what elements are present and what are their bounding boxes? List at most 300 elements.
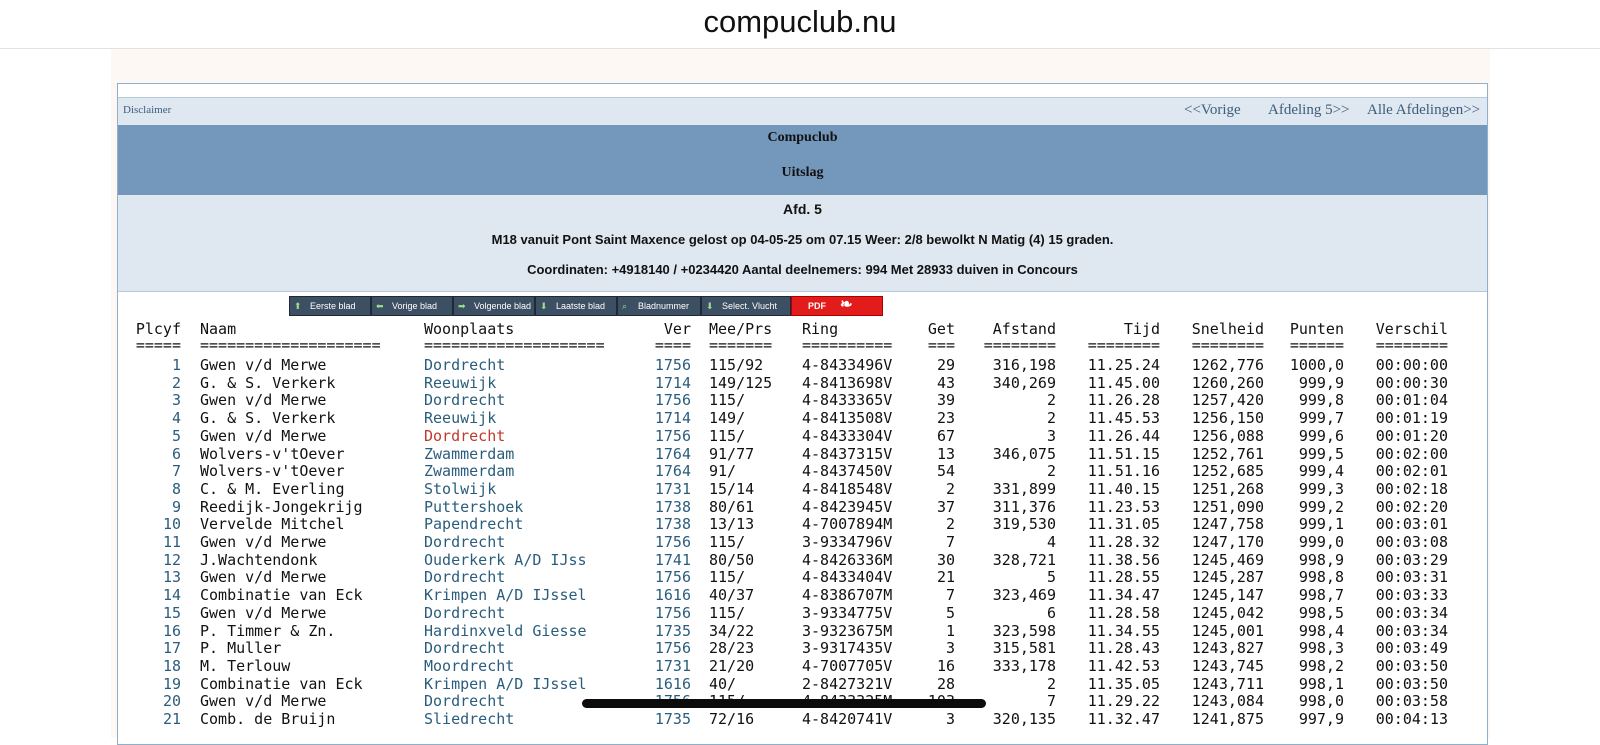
cell-tijd: 11.26.44 <box>1087 426 1160 445</box>
home-indicator <box>582 699 986 708</box>
cell-plcyf[interactable]: 1 <box>171 356 181 374</box>
cell-ver[interactable]: 1714 <box>654 373 691 392</box>
cell-woonplaats[interactable]: Dordrecht <box>424 391 506 410</box>
cell-ver[interactable]: 1764 <box>654 444 691 463</box>
cell-verschil: 00:04:13 <box>1375 710 1448 728</box>
cell-naam: Wolvers-v'tOever <box>200 462 345 481</box>
cell-snelheid: 1245,042 <box>1191 603 1264 622</box>
cell-plcyf[interactable]: 21 <box>162 710 181 728</box>
download-icon: ⬇ <box>706 301 714 311</box>
table-row <box>118 462 1487 480</box>
cell-ver[interactable]: 1616 <box>654 586 691 605</box>
cell-afstand: 2 <box>1046 409 1056 428</box>
cell-mee-prs: 91/77 <box>709 444 755 463</box>
cell-tijd: 11.45.00 <box>1087 373 1160 392</box>
cell-snelheid: Snelheid <box>1191 320 1264 338</box>
cell-naam: C. & M. Everling <box>200 479 345 498</box>
cell-punten: Punten <box>1289 320 1344 338</box>
cell-punten: 998,5 <box>1298 603 1344 622</box>
cell-mee-prs: 115/ <box>709 603 746 622</box>
cell-naam: Combinatie van Eck <box>200 674 363 693</box>
vorige-blad-button[interactable] <box>371 296 453 316</box>
cell-punten: 999,7 <box>1298 409 1344 428</box>
table-row <box>118 675 1487 693</box>
cell-woonplaats: Woonplaats <box>424 320 515 338</box>
cell-tijd: 11.45.53 <box>1087 409 1160 428</box>
cell-afstand: 2 <box>1046 674 1056 693</box>
cell-verschil: 00:01:20 <box>1375 426 1448 445</box>
cell-plcyf[interactable]: 5 <box>171 426 181 445</box>
cell-naam: Gwen v/d Merwe <box>200 426 327 445</box>
acrobat-icon: ❧ <box>840 296 853 313</box>
cell-tijd: 11.34.55 <box>1087 621 1160 640</box>
cell-afstand: 2 <box>1046 391 1056 410</box>
cell-verschil: 00:03:50 <box>1375 656 1448 675</box>
cell-naam: Reedijk-Jongekrijg <box>200 497 363 516</box>
cell-tijd: 11.28.32 <box>1087 533 1160 551</box>
cell-tijd: 11.32.47 <box>1087 710 1160 728</box>
cell-verschil: 00:03:01 <box>1375 515 1448 534</box>
cell-naam: Gwen v/d Merwe <box>200 533 327 551</box>
cell-plcyf[interactable]: 15 <box>162 603 181 622</box>
cell-ring: 4-8437450V <box>802 462 893 481</box>
cell-get: 7 <box>945 533 955 551</box>
cell-get: 2 <box>945 515 955 534</box>
table-row <box>118 480 1487 498</box>
cell-mee-prs: 115/ <box>709 533 746 551</box>
cell-woonplaats[interactable]: Dordrecht <box>424 426 506 445</box>
cell-woonplaats[interactable]: Krimpen A/D IJssel <box>424 586 587 605</box>
cell-get: 54 <box>936 462 955 481</box>
cell-ver[interactable]: 1756 <box>654 639 691 658</box>
table-row <box>118 515 1487 533</box>
right-arrow-icon: ➡ <box>458 301 466 311</box>
up-arrow-icon: ⬆ <box>294 301 302 311</box>
table-separator <box>118 336 1487 354</box>
cell-snelheid: 1243,084 <box>1191 692 1264 711</box>
cell-snelheid: ======== <box>1191 336 1264 354</box>
cell-mee-prs: 13/13 <box>709 515 755 534</box>
cell-verschil: ======== <box>1375 336 1448 354</box>
cell-ring: 4-8413508V <box>802 409 893 428</box>
cell-mee-prs: 40/37 <box>709 586 755 605</box>
cell-plcyf[interactable]: 18 <box>162 656 181 675</box>
cell-afstand: 7 <box>1046 692 1056 711</box>
table-row <box>118 374 1487 392</box>
cell-ring: 4-8433304V <box>802 426 893 445</box>
cell-punten: 998,8 <box>1298 568 1344 587</box>
table-row <box>118 639 1487 657</box>
cell-punten: 999,4 <box>1298 462 1344 481</box>
cell-verschil: 00:03:33 <box>1375 586 1448 605</box>
cell-punten: 998,3 <box>1298 639 1344 658</box>
cell-snelheid: 1245,147 <box>1191 586 1264 605</box>
cell-woonplaats[interactable]: Dordrecht <box>424 639 506 658</box>
cell-naam: Comb. de Bruijn <box>200 710 336 728</box>
afdeling-link[interactable]: Afdeling 5>> <box>1268 102 1350 118</box>
table-row <box>118 604 1487 622</box>
cell-verschil: 00:00:00 <box>1375 356 1448 374</box>
table-row <box>118 533 1487 551</box>
cell-woonplaats[interactable]: Hardinxveld Giesse <box>424 621 587 640</box>
cell-punten: 999,0 <box>1298 533 1344 551</box>
cell-ver[interactable]: 1616 <box>654 674 691 693</box>
cell-woonplaats[interactable]: Dordrecht <box>424 356 506 374</box>
banner <box>118 125 1487 195</box>
cell-woonplaats[interactable]: Reeuwijk <box>424 409 497 428</box>
cell-ring: 4-8413698V <box>802 373 893 392</box>
cell-tijd: 11.40.15 <box>1087 479 1160 498</box>
cell-mee-prs: 91/ <box>709 462 737 481</box>
cell-snelheid: 1251,268 <box>1191 479 1264 498</box>
cell-mee-prs: 15/14 <box>709 479 755 498</box>
cell-punten: 998,2 <box>1298 656 1344 675</box>
cell-naam: Wolvers-v'tOever <box>200 444 345 463</box>
bladnummer-button[interactable] <box>617 296 701 316</box>
cell-mee-prs: Mee/Prs <box>709 320 773 338</box>
cell-ring: 4-8433365V <box>802 391 893 410</box>
cell-snelheid: 1262,776 <box>1191 356 1264 374</box>
cell-ver: Ver <box>663 320 691 338</box>
cell-snelheid: 1245,469 <box>1191 550 1264 569</box>
cell-naam: Combinatie van Eck <box>200 586 363 605</box>
cell-verschil: 00:03:08 <box>1375 533 1448 551</box>
cell-get: 23 <box>936 409 955 428</box>
cell-plcyf: Plcyf <box>135 320 181 338</box>
cell-ring: 4-8437315V <box>802 444 893 463</box>
eerste-blad-button[interactable] <box>289 296 371 316</box>
cell-woonplaats[interactable]: Zwammerdam <box>424 444 515 463</box>
cell-tijd: 11.31.05 <box>1087 515 1160 534</box>
cell-verschil: 00:03:49 <box>1375 639 1448 658</box>
browser-address-bar <box>0 0 1600 49</box>
cell-verschil: 00:03:31 <box>1375 568 1448 587</box>
cell-ver[interactable]: 1756 <box>654 391 691 410</box>
cell-ver[interactable]: 1764 <box>654 462 691 481</box>
cell-verschil: 00:03:34 <box>1375 603 1448 622</box>
table-row <box>118 551 1487 569</box>
cell-woonplaats[interactable]: Moordrecht <box>424 656 515 675</box>
cell-ring: 3-9334796V <box>802 533 893 551</box>
cell-punten: 998,0 <box>1298 692 1344 711</box>
table-row <box>118 427 1487 445</box>
cell-ver[interactable]: 1735 <box>654 710 691 728</box>
cell-ver[interactable]: 1756 <box>654 568 691 587</box>
cell-get: 3 <box>945 639 955 658</box>
cell-ver[interactable]: 1735 <box>654 621 691 640</box>
previous-link[interactable]: <<Vorige <box>1184 102 1241 118</box>
cell-get: 1 <box>945 621 955 640</box>
cell-ring: 4-8423945V <box>802 497 893 516</box>
site-title: compuclub.nu <box>703 4 897 39</box>
cell-woonplaats: ==================== <box>424 336 605 354</box>
cell-afstand: 316,198 <box>992 356 1056 374</box>
cell-ring: 4-8418548V <box>802 479 893 498</box>
cell-plcyf[interactable]: 2 <box>171 373 181 392</box>
cell-ver[interactable]: 1714 <box>654 409 691 428</box>
cell-naam: P. Muller <box>200 639 282 658</box>
cell-punten: 999,8 <box>1298 391 1344 410</box>
cell-tijd: 11.26.28 <box>1087 391 1160 410</box>
cell-snelheid: 1247,170 <box>1191 533 1264 551</box>
cell-woonplaats[interactable]: Reeuwijk <box>424 373 497 392</box>
cell-tijd: 11.51.16 <box>1087 462 1160 481</box>
cell-plcyf[interactable]: 16 <box>162 621 181 640</box>
cell-plcyf[interactable]: 4 <box>171 409 181 428</box>
cell-snelheid: 1252,761 <box>1191 444 1264 463</box>
cell-punten: 998,1 <box>1298 674 1344 693</box>
cell-ver[interactable]: 1731 <box>654 656 691 675</box>
cell-verschil: 00:02:18 <box>1375 479 1448 498</box>
cell-ring: 4-8420741V <box>802 710 893 728</box>
cell-naam: Gwen v/d Merwe <box>200 692 327 711</box>
cell-punten: 1000,0 <box>1289 356 1344 374</box>
cell-punten: 999,5 <box>1298 444 1344 463</box>
cell-punten: 998,9 <box>1298 550 1344 569</box>
cell-ring: 3-9334775V <box>802 603 893 622</box>
cell-tijd: 11.42.53 <box>1087 656 1160 675</box>
cell-get: 67 <box>936 426 955 445</box>
cell-naam: Gwen v/d Merwe <box>200 356 327 374</box>
cell-tijd: 11.25.24 <box>1087 356 1160 374</box>
cell-woonplaats[interactable]: Dordrecht <box>424 603 506 622</box>
cell-naam: Naam <box>200 320 237 338</box>
cell-plcyf[interactable]: 12 <box>162 550 181 569</box>
cell-get: 39 <box>936 391 955 410</box>
cell-plcyf[interactable]: 17 <box>162 639 181 658</box>
cell-mee-prs: 80/61 <box>709 497 755 516</box>
race-description: M18 vanuit Pont Saint Maxence gelost op 04-05-25 om 07.15 Weer: 2/8 bewolkt N Matig (4) 15 graden. <box>491 232 1114 247</box>
table-row <box>118 568 1487 586</box>
cell-plcyf[interactable]: 10 <box>162 515 181 534</box>
table-row <box>118 657 1487 675</box>
cell-tijd: 11.35.05 <box>1087 674 1160 693</box>
cell-afstand: ======== <box>983 336 1056 354</box>
cell-punten: 999,3 <box>1298 479 1344 498</box>
table-row <box>118 622 1487 640</box>
cell-snelheid: 1252,685 <box>1191 462 1264 481</box>
cell-tijd: Tijd <box>1123 320 1160 338</box>
cell-tijd: 11.29.22 <box>1087 692 1160 711</box>
cell-tijd: 11.34.47 <box>1087 586 1160 605</box>
pdf-button[interactable] <box>791 296 883 316</box>
cell-woonplaats[interactable]: Ouderkerk A/D IJss <box>424 550 587 569</box>
cell-afstand: 311,376 <box>992 497 1056 516</box>
cell-ring: 4-8426336M <box>802 550 893 569</box>
cell-plcyf[interactable]: 11 <box>162 533 181 551</box>
race-info <box>118 195 1487 292</box>
cell-afstand: 320,135 <box>992 710 1056 728</box>
cell-ver: ==== <box>654 336 691 354</box>
cell-mee-prs: 40/ <box>709 674 737 693</box>
button-label: Volgende blad <box>474 301 532 311</box>
cell-snelheid: 1260,260 <box>1191 373 1264 392</box>
cell-naam: Gwen v/d Merwe <box>200 603 327 622</box>
cell-get: 2 <box>945 479 955 498</box>
cell-plcyf[interactable]: 3 <box>171 391 181 410</box>
cell-mee-prs: 115/ <box>709 391 746 410</box>
select-vlucht-button[interactable] <box>701 296 791 316</box>
cell-mee-prs: 34/22 <box>709 621 755 640</box>
cell-woonplaats[interactable]: Puttershoek <box>424 497 524 516</box>
cell-ver[interactable]: 1756 <box>654 356 691 374</box>
race-coordinates: Coordinaten: +4918140 / +0234420 Aantal deelnemers: 994 Met 28933 duiven in Concours <box>527 262 1078 277</box>
cell-afstand: 331,899 <box>992 479 1056 498</box>
cell-plcyf[interactable]: 9 <box>171 497 181 516</box>
cell-tijd: 11.38.56 <box>1087 550 1160 569</box>
cell-ver[interactable]: 1756 <box>654 533 691 551</box>
cell-tijd: 11.28.43 <box>1087 639 1160 658</box>
cell-plcyf: ===== <box>135 336 181 354</box>
cell-mee-prs: 149/125 <box>709 373 773 392</box>
cell-mee-prs: 72/16 <box>709 710 755 728</box>
cell-afstand: 6 <box>1046 603 1056 622</box>
cell-snelheid: 1251,090 <box>1191 497 1264 516</box>
cell-get: Get <box>927 320 955 338</box>
cell-woonplaats[interactable]: Dordrecht <box>424 692 506 711</box>
cell-ring: 3-9323675M <box>802 621 893 640</box>
cell-punten: 999,9 <box>1298 373 1344 392</box>
cell-get: 3 <box>945 710 955 728</box>
cell-snelheid: 1256,150 <box>1191 409 1264 428</box>
cell-snelheid: 1256,088 <box>1191 426 1264 445</box>
cell-naam: G. & S. Verkerk <box>200 373 336 392</box>
cell-snelheid: 1257,420 <box>1191 391 1264 410</box>
cell-naam: Gwen v/d Merwe <box>200 568 327 587</box>
cell-afstand: 346,075 <box>992 444 1056 463</box>
cell-plcyf[interactable]: 19 <box>162 674 181 693</box>
button-label: Vorige blad <box>392 301 438 311</box>
all-afdelingen-link[interactable]: Alle Afdelingen>> <box>1367 102 1481 118</box>
banner-subtitle: Uitslag <box>781 165 824 180</box>
volgende-blad-button[interactable] <box>453 296 535 316</box>
cell-verschil: 00:03:29 <box>1375 550 1448 569</box>
cell-naam: P. Timmer & Zn. <box>200 621 336 640</box>
cell-mee-prs: 28/23 <box>709 639 755 658</box>
cell-afstand: 2 <box>1046 462 1056 481</box>
cell-verschil: 00:03:34 <box>1375 621 1448 640</box>
cell-tijd: 11.28.55 <box>1087 568 1160 587</box>
cell-afstand: 5 <box>1046 568 1056 587</box>
cell-tijd: ======== <box>1087 336 1160 354</box>
table-row <box>118 586 1487 604</box>
table-row <box>118 409 1487 427</box>
cell-punten: 998,7 <box>1298 586 1344 605</box>
cell-woonplaats[interactable]: Krimpen A/D IJssel <box>424 674 587 693</box>
cell-ring: ========== <box>802 336 893 354</box>
cell-afstand: 315,581 <box>992 639 1056 658</box>
cell-afstand: 333,178 <box>992 656 1056 675</box>
cell-get: 28 <box>936 674 955 693</box>
search-icon: ⌕ <box>622 301 628 311</box>
button-label: Eerste blad <box>310 301 356 311</box>
cell-plcyf[interactable]: 8 <box>171 479 181 498</box>
cell-ring: 4-8433496V <box>802 356 893 374</box>
cell-punten: 999,2 <box>1298 497 1344 516</box>
pdf-label: PDF <box>808 301 826 311</box>
cell-ver[interactable]: 1741 <box>654 550 691 569</box>
button-label: Bladnummer <box>638 301 690 311</box>
cell-get: 5 <box>945 603 955 622</box>
cell-plcyf[interactable]: 6 <box>171 444 181 463</box>
cell-plcyf[interactable]: 13 <box>162 568 181 587</box>
cell-mee-prs: ======= <box>709 336 773 354</box>
cell-naam: Gwen v/d Merwe <box>200 391 327 410</box>
cell-ver[interactable]: 1731 <box>654 479 691 498</box>
cell-get: 21 <box>936 568 955 587</box>
cell-get: 29 <box>936 356 955 374</box>
cell-naam: ==================== <box>200 336 381 354</box>
cell-afstand: 340,269 <box>992 373 1056 392</box>
cell-verschil: 00:00:30 <box>1375 373 1448 392</box>
cell-ring: 4-8386707M <box>802 586 893 605</box>
cell-snelheid: 1245,287 <box>1191 568 1264 587</box>
cell-woonplaats[interactable]: Stolwijk <box>424 479 497 498</box>
cell-get: 16 <box>936 656 955 675</box>
cell-mee-prs: 115/ <box>709 426 746 445</box>
cell-plcyf[interactable]: 7 <box>171 462 181 481</box>
cell-ring: 3-9317435V <box>802 639 893 658</box>
cell-mee-prs: 80/50 <box>709 550 755 569</box>
cell-afstand: 3 <box>1046 426 1056 445</box>
cell-get: 30 <box>936 550 955 569</box>
cell-ring: Ring <box>802 320 839 338</box>
table-row <box>118 710 1487 728</box>
cell-afstand: 323,598 <box>992 621 1056 640</box>
cell-naam: G. & S. Verkerk <box>200 409 336 428</box>
cell-woonplaats[interactable]: Sliedrecht <box>424 710 515 728</box>
cell-ver[interactable]: 1756 <box>654 426 691 445</box>
cell-punten: 998,4 <box>1298 621 1344 640</box>
cell-ring: 4-8433404V <box>802 568 893 587</box>
results-frame <box>117 83 1488 745</box>
nav-row <box>118 97 1487 126</box>
cell-woonplaats[interactable]: Papendrecht <box>424 515 524 534</box>
afdeling-heading: Afd. 5 <box>783 201 822 217</box>
cell-afstand: 323,469 <box>992 586 1056 605</box>
cell-snelheid: 1243,827 <box>1191 639 1264 658</box>
cell-ver[interactable]: 1738 <box>654 497 691 516</box>
cell-verschil: Verschil <box>1375 320 1448 338</box>
cell-afstand: 328,721 <box>992 550 1056 569</box>
cell-tijd: 11.28.58 <box>1087 603 1160 622</box>
cell-ring: 2-8427321V <box>802 674 893 693</box>
cell-verschil: 00:01:04 <box>1375 391 1448 410</box>
cell-snelheid: 1243,745 <box>1191 656 1264 675</box>
cell-plcyf[interactable]: 20 <box>162 692 181 711</box>
cell-plcyf[interactable]: 14 <box>162 586 181 605</box>
table-row <box>118 498 1487 516</box>
cell-snelheid: 1245,001 <box>1191 621 1264 640</box>
cell-ver[interactable]: 1756 <box>654 603 691 622</box>
cell-mee-prs: 115/92 <box>709 356 764 374</box>
cell-afstand: 4 <box>1046 533 1056 551</box>
cell-ring: 4-7007894M <box>802 515 893 534</box>
disclaimer-link[interactable]: Disclaimer <box>123 104 172 116</box>
cell-ver[interactable]: 1738 <box>654 515 691 534</box>
cell-woonplaats[interactable]: Zwammerdam <box>424 462 515 481</box>
left-arrow-icon: ⬅ <box>376 301 384 311</box>
cell-woonplaats[interactable]: Dordrecht <box>424 568 506 587</box>
cell-ring: 4-7007705V <box>802 656 893 675</box>
cell-punten: 999,1 <box>1298 515 1344 534</box>
cell-woonplaats[interactable]: Dordrecht <box>424 533 506 551</box>
down-arrow-icon: ⬇ <box>540 301 548 311</box>
cell-naam: Vervelde Mitchel <box>200 515 345 534</box>
cell-get: 43 <box>936 373 955 392</box>
cell-tijd: 11.23.53 <box>1087 497 1160 516</box>
laatste-blad-button[interactable] <box>535 296 617 316</box>
